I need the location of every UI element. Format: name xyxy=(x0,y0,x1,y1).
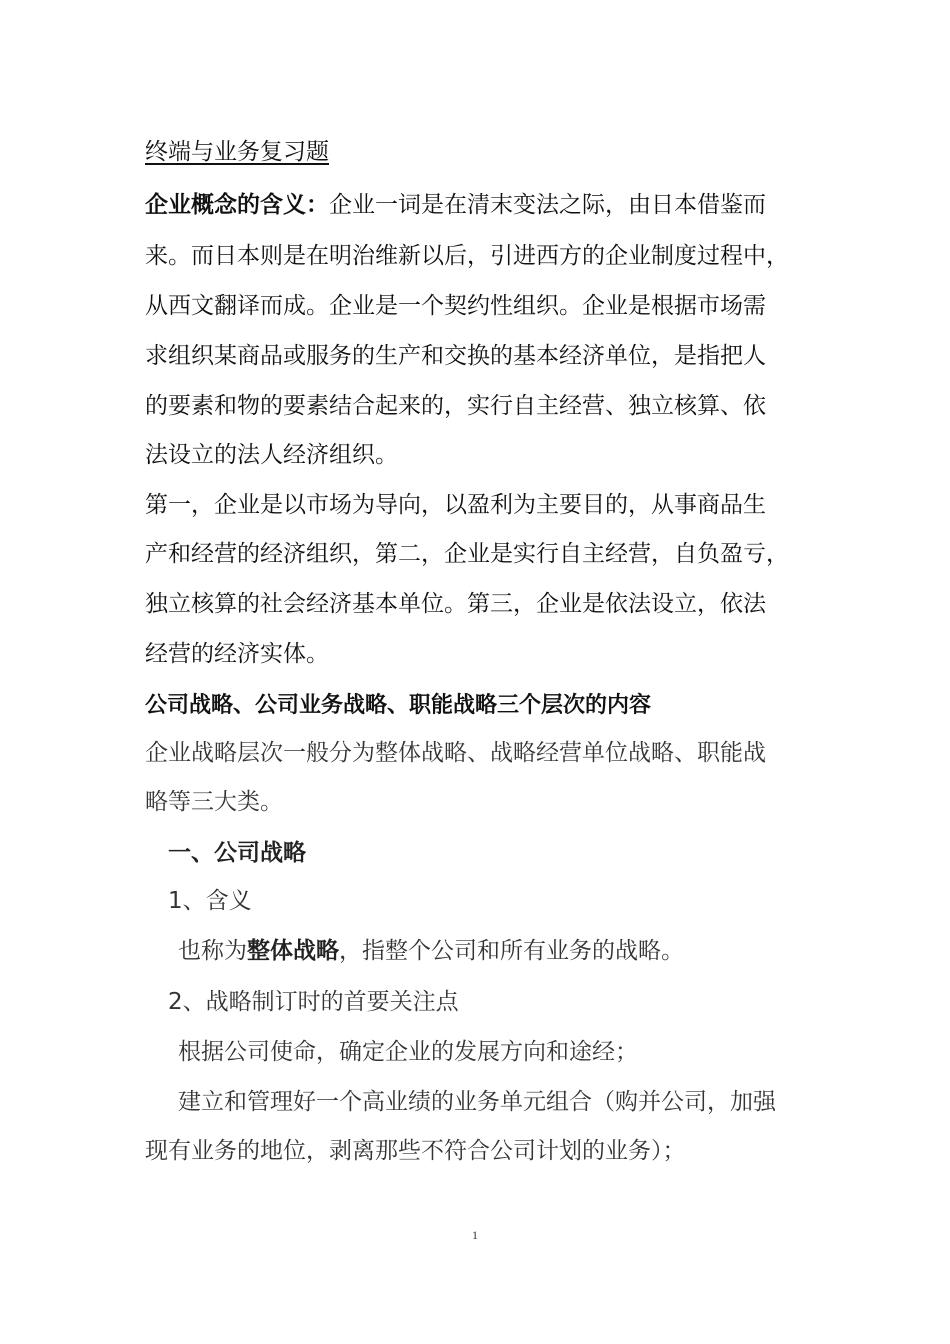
paragraph-line: 企业战略层次一般分为整体战略、战略经营单位战略、职能战 xyxy=(145,740,766,766)
paragraph-line: 从西文翻译而成。企业是一个契约性组织。企业是根据市场需 xyxy=(145,293,766,319)
item-label: 1、含义 xyxy=(168,888,252,914)
paragraph-line: 独立核算的社会经济基本单位。第三，企业是依法设立，依法 xyxy=(145,591,766,617)
section-label: 企业概念的含义： xyxy=(145,191,329,218)
paragraph-line: 现有业务的地位，剥离那些不符合公司计划的业务）； xyxy=(145,1138,686,1164)
item-label: 2、战略制订时的首要关注点 xyxy=(168,989,459,1015)
paragraph-line xyxy=(178,936,684,966)
paragraph-line: 来。而日本则是在明治维新以后，引进西方的企业制度过程中， xyxy=(145,243,789,269)
paragraph-line: 根据公司使命，确定企业的发展方向和途经； xyxy=(178,1039,638,1065)
item-text: ，指整个公司和所有业务的战略。 xyxy=(339,938,684,964)
document-title: 终端与业务复习题 xyxy=(145,139,329,165)
paragraph-line: 求组织某商品或服务的生产和交换的基本经济单位，是指把人 xyxy=(145,343,766,369)
paragraph-line: 法设立的法人经济组织。 xyxy=(145,442,398,468)
paragraph-text: 企业一词是在清末变法之际，由日本借鉴而 xyxy=(329,192,766,218)
section-heading: 公司战略、公司业务战略、职能战略三个层次的内容 xyxy=(145,692,652,718)
paragraph-line: 略等三大类。 xyxy=(145,789,283,815)
paragraph-line: 第一，企业是以市场为导向，以盈利为主要目的，从事商品生 xyxy=(145,492,766,518)
item-text: 也称为 xyxy=(178,938,247,964)
paragraph-line: 经营的经济实体。 xyxy=(145,641,329,667)
paragraph-line: 的要素和物的要素结合起来的，实行自主经营、独立核算、依 xyxy=(145,393,766,419)
paragraph-line: 产和经营的经济组织，第二，企业是实行自主经营，自负盈亏， xyxy=(145,541,789,567)
paragraph-line: 建立和管理好一个高业绩的业务单元组合（购并公司，加强 xyxy=(178,1089,776,1115)
paragraph-line xyxy=(145,190,766,220)
sub-heading: 一、公司战略 xyxy=(168,840,306,866)
emphasis-text: 整体战略 xyxy=(247,938,339,964)
page-number: 1 xyxy=(472,1228,478,1242)
